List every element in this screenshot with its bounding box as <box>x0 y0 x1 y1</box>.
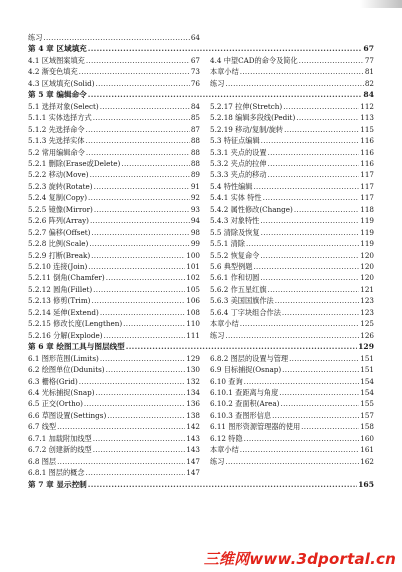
toc-entry-row[interactable] <box>210 251 374 260</box>
toc-page-number: 126 <box>360 330 374 340</box>
toc-entry-row[interactable] <box>210 308 374 317</box>
toc-entry-row[interactable] <box>210 273 374 282</box>
toc-entry-label: 6.8.2 图层的设置与管理 <box>210 353 289 363</box>
toc-entry-row[interactable] <box>210 56 374 65</box>
dot-leader <box>294 205 359 214</box>
toc-entry-label: 5.4.1 实体 特性 <box>210 193 262 203</box>
dot-leader <box>260 273 359 282</box>
dot-leader <box>289 354 359 363</box>
toc-page-number: 160 <box>360 433 374 443</box>
watermark-logo: 三维网www.3dportal.cn <box>203 550 396 568</box>
toc-page-number: 151 <box>360 353 374 363</box>
toc-entry-label: 5.2.10 连接(Join) <box>28 262 88 271</box>
toc-entry-label: 5.5.1 清除 <box>210 239 245 249</box>
toc-entry-label: 5.3 特征点编辑 <box>210 136 260 146</box>
toc-entry-label: 5.4.2 属性修改(Change) <box>210 204 293 214</box>
toc-entry-row[interactable] <box>28 33 200 42</box>
toc-entry-label: 5.3.2 夹点的拉伸 <box>210 158 267 168</box>
dot-leader <box>88 480 357 489</box>
dot-leader <box>88 193 190 202</box>
toc-page-number: 151 <box>360 365 374 375</box>
dot-leader <box>57 457 185 466</box>
toc-entry-row[interactable] <box>28 331 200 340</box>
dot-leader <box>284 125 359 134</box>
toc-entry-row[interactable] <box>28 422 200 431</box>
toc-entry-label: 5.2.7 偏移(Offset) <box>28 227 91 237</box>
toc-entry-label: 6.10.2 查面积(Area) <box>210 399 280 409</box>
dot-leader <box>263 193 360 202</box>
toc-entry-label: 6.6 草图设置(Settings) <box>28 410 107 420</box>
dot-leader <box>106 365 186 374</box>
dot-leader <box>225 331 359 340</box>
toc-entry-row[interactable] <box>28 67 200 76</box>
toc-page-number: 106 <box>186 296 200 306</box>
toc-entry-row[interactable] <box>210 377 374 386</box>
toc-entry-row[interactable] <box>210 170 374 179</box>
toc-entry-row[interactable] <box>28 216 200 225</box>
toc-entry-row[interactable] <box>210 67 374 76</box>
dot-leader <box>100 354 185 363</box>
toc-entry-label: 5.4 特性编辑 <box>210 181 253 191</box>
dot-leader <box>268 285 360 294</box>
dot-leader <box>261 136 360 145</box>
toc-entry-row[interactable] <box>28 251 200 260</box>
chapter-heading-row[interactable] <box>28 90 374 99</box>
toc-page-number: 76 <box>190 78 200 88</box>
toc-entry-label: 6.3 栅格(Grid) <box>28 376 78 386</box>
toc-page-number: 92 <box>190 193 200 203</box>
toc-entry-label: 本章小结 <box>210 445 239 455</box>
toc-page-number: 82 <box>364 78 374 88</box>
toc-entry-row[interactable] <box>28 354 200 363</box>
dot-leader <box>90 216 190 225</box>
dot-leader <box>57 422 185 431</box>
toc-entry-row[interactable] <box>210 182 374 191</box>
dot-leader <box>86 136 190 145</box>
dot-leader <box>275 296 360 305</box>
toc-entry-row[interactable] <box>210 125 374 134</box>
toc-entry-label: 5.2.8 比例(Scale) <box>28 239 89 249</box>
toc-page-number: 100 <box>186 250 200 260</box>
toc-entry-row[interactable] <box>28 205 200 214</box>
toc-page-number: 154 <box>360 376 374 386</box>
dot-leader <box>89 239 190 248</box>
toc-entry-row[interactable] <box>210 285 374 294</box>
toc-entry-row[interactable] <box>28 113 200 122</box>
dot-leader <box>268 159 360 168</box>
toc-entry-row[interactable] <box>28 285 200 294</box>
dot-leader <box>121 159 189 168</box>
toc-page-number: 123 <box>360 307 374 317</box>
dot-leader <box>91 228 189 237</box>
toc-page-number: 118 <box>360 204 374 214</box>
toc-entry-label: 第 4 章 区域填充 <box>28 44 87 54</box>
toc-page-number: 157 <box>360 410 374 420</box>
dot-leader <box>244 377 360 386</box>
dot-leader <box>79 377 186 386</box>
toc-entry-label: 5.1.1 实体选择方式 <box>28 113 92 123</box>
toc-entry-label: 6.5 正交(Ortho) <box>28 399 83 409</box>
toc-entry-row[interactable] <box>210 422 374 431</box>
toc-entry-label: 6.10.1 查距离与角度 <box>210 387 279 397</box>
toc-entry-row[interactable] <box>210 354 374 363</box>
toc-entry-label: 5.2.3 旋转(Rotate) <box>28 181 93 191</box>
toc-entry-row[interactable] <box>28 136 200 145</box>
toc-entry-row[interactable] <box>28 365 200 374</box>
toc-entry-row[interactable] <box>210 434 374 443</box>
toc-entry-label: 4.4 中望CAD的命令及简化 <box>210 55 298 65</box>
toc-entry-label: 5.1 选择对象(Select) <box>28 101 99 111</box>
toc-entry-row[interactable] <box>210 331 374 340</box>
toc-page-number: 67 <box>363 44 374 54</box>
dot-leader <box>280 399 359 408</box>
toc-entry-row[interactable] <box>210 445 374 454</box>
toc-page-number: 142 <box>186 422 200 432</box>
toc-entry-label: 5.2.2 移动(Move) <box>28 170 89 180</box>
toc-entry-label: 6.7.1 加载附加线型 <box>28 433 92 443</box>
toc-page-number: 136 <box>186 399 200 409</box>
toc-entry-label: 5.2.5 镜像(Mirror) <box>28 204 93 214</box>
dot-leader <box>106 273 186 282</box>
toc-page-number: 119 <box>360 227 374 237</box>
dot-leader <box>90 170 190 179</box>
toc-entry-label: 5.4.3 对象特性 <box>210 216 260 226</box>
toc-entry-row[interactable] <box>210 262 374 271</box>
toc-entry-row[interactable] <box>28 388 200 397</box>
dot-leader <box>107 411 185 420</box>
toc-entry-row[interactable] <box>210 136 374 145</box>
toc-page-number: 91 <box>190 181 200 191</box>
toc-entry-row[interactable] <box>28 262 200 271</box>
toc-entry-row[interactable] <box>210 102 374 111</box>
dot-leader <box>268 170 360 179</box>
toc-entry-row[interactable] <box>210 148 374 157</box>
toc-page-number: 117 <box>360 170 374 180</box>
toc-entry-label: 5.2.19 移动/复制/旋转 <box>210 124 284 134</box>
toc-page-number: 125 <box>360 319 374 329</box>
dot-leader <box>244 434 360 443</box>
toc-entry-row[interactable] <box>210 216 374 225</box>
toc-entry-label: 6.11 图形资源管理器的使用 <box>210 422 301 432</box>
toc-page-number: 138 <box>186 410 200 420</box>
toc-entry-row[interactable] <box>28 170 200 179</box>
chapter-heading-row[interactable] <box>28 342 374 351</box>
toc-page-number: 108 <box>186 307 200 317</box>
toc-entry-row[interactable] <box>210 411 374 420</box>
toc-entry-row[interactable] <box>210 159 374 168</box>
toc-entry-label: 5.6.2 作五星红旗 <box>210 284 267 294</box>
toc-entry-label: 5.2.16 分解(Explode) <box>28 330 103 340</box>
toc-entry-row[interactable] <box>28 125 200 134</box>
dot-leader <box>100 308 185 317</box>
toc-entry-row[interactable] <box>28 102 200 111</box>
toc-entry-label: 练习 <box>210 78 225 88</box>
toc-page-number: 99 <box>190 239 200 249</box>
toc-entry-label: 5.6.1 作和切圆 <box>210 273 260 283</box>
dot-leader <box>283 102 359 111</box>
toc-entry-label: 练习 <box>210 330 225 340</box>
toc-page-number: 87 <box>190 124 200 134</box>
toc-entry-row[interactable] <box>28 434 200 443</box>
toc-page-number: 89 <box>190 170 200 180</box>
toc-entry-row[interactable] <box>210 113 374 122</box>
toc-entry-label: 4.2 渐变色填充 <box>28 67 78 77</box>
toc-entry-label: 5.3.3 夹点的移动 <box>210 170 267 180</box>
toc-entry-label: 5.6.4 丁字块组合作法 <box>210 307 281 317</box>
toc-entry-row[interactable] <box>28 79 200 88</box>
toc-entry-row[interactable] <box>210 388 374 397</box>
toc-page-number: 84 <box>190 101 200 111</box>
toc-entry-row[interactable] <box>210 319 374 328</box>
toc-entry-label: 第 7 章 显示控制 <box>28 479 87 489</box>
toc-page-number: 116 <box>360 147 374 157</box>
dot-leader <box>253 262 359 271</box>
dot-leader <box>296 113 359 122</box>
dot-leader <box>96 388 186 397</box>
dot-leader <box>253 182 359 191</box>
toc-entry-label: 6.8.1 图层的概念 <box>28 468 85 478</box>
toc-page-number: 81 <box>364 67 374 77</box>
toc-entry-row[interactable] <box>28 377 200 386</box>
toc-entry-label: 4.3 区域填充(Solid) <box>28 78 95 88</box>
toc-entry-row[interactable] <box>28 228 200 237</box>
dot-leader <box>93 113 190 122</box>
toc-entry-label: 5.1.2 先选择命令 <box>28 124 85 134</box>
dot-leader <box>123 319 185 328</box>
toc-page-number: 115 <box>360 124 374 134</box>
toc-entry-row[interactable] <box>210 457 374 466</box>
toc-page-number: 112 <box>360 101 374 111</box>
toc-page-number: 130 <box>186 365 200 375</box>
toc-entry-row[interactable] <box>28 182 200 191</box>
toc-page-number: 165 <box>358 479 374 489</box>
dot-leader <box>88 90 363 99</box>
toc-entry-row[interactable] <box>210 79 374 88</box>
toc-entry-label: 6.12 特隐 <box>210 433 243 443</box>
dot-leader <box>260 251 359 260</box>
dot-leader <box>261 228 360 237</box>
toc-entry-label: 第 6 章 绘图工具与图层线型 <box>28 342 125 352</box>
toc-page-number: 147 <box>186 468 200 478</box>
toc-page-number: 120 <box>360 250 374 260</box>
toc-entry-label: 6.2 绘图单位(Ddunits) <box>28 365 105 375</box>
dot-leader <box>93 434 186 443</box>
dot-leader <box>225 457 359 466</box>
toc-entry-row[interactable] <box>28 56 200 65</box>
toc-entry-label: 6.7 线型 <box>28 422 57 432</box>
toc-entry-label: 5.2.17 拉伸(Stretch) <box>210 101 283 111</box>
toc-page-number: 132 <box>186 376 200 386</box>
toc-entry-row[interactable] <box>28 273 200 282</box>
dot-leader <box>91 251 185 260</box>
toc-entry-row[interactable] <box>28 411 200 420</box>
toc-page-number: 101 <box>186 262 200 271</box>
toc-page-number: 88 <box>190 136 200 146</box>
toc-entry-label: 6.4 光标捕捉(Snap) <box>28 387 95 397</box>
toc-page-number: 67 <box>190 55 200 65</box>
toc-entry-label: 5.2.13 修剪(Trim) <box>28 296 91 306</box>
toc-entry-label: 6.10 查询 <box>210 376 243 386</box>
toc-entry-row[interactable] <box>28 445 200 454</box>
toc-page-number: 98 <box>190 227 200 237</box>
toc-entry-label: 5.1.3 先选择实体 <box>28 136 85 146</box>
toc-page-number: 143 <box>186 445 200 455</box>
dot-leader <box>240 67 364 76</box>
dot-leader <box>299 56 364 65</box>
dot-leader <box>225 79 363 88</box>
page-corner-shade <box>360 0 402 8</box>
toc-page-number: 77 <box>364 55 374 65</box>
dot-leader <box>94 205 190 214</box>
dot-leader <box>301 422 359 431</box>
toc-entry-label: 6.9 目标捕捉(Osnap) <box>210 365 282 375</box>
toc-entry-label: 本章小结 <box>210 67 239 77</box>
toc-entry-label: 5.2.18 编辑多段线(Pedit) <box>210 113 296 123</box>
toc-page-number: 117 <box>360 193 374 203</box>
toc-entry-label: 5.2.12 圆角(Fillet) <box>28 284 93 294</box>
dot-leader <box>43 33 189 42</box>
chapter-heading-row[interactable] <box>28 44 374 53</box>
dot-leader <box>86 468 186 477</box>
toc-page-number: 85 <box>190 113 200 123</box>
toc-entry-label: 5.2.9 打断(Break) <box>28 250 91 260</box>
toc-page-number: 143 <box>186 433 200 443</box>
dot-leader <box>240 319 360 328</box>
toc-page-number: 119 <box>360 216 374 226</box>
dot-leader <box>86 148 190 157</box>
toc-entry-label: 6.7.2 创建新的线型 <box>28 445 92 455</box>
dot-leader <box>94 182 190 191</box>
dot-leader <box>104 331 186 340</box>
dot-leader <box>126 342 357 351</box>
dot-leader <box>96 79 190 88</box>
toc-page-number: 64 <box>190 33 200 42</box>
toc-entry-label: 5.2.6 阵列(Array) <box>28 216 89 226</box>
dot-leader <box>91 296 185 305</box>
toc-entry-row[interactable] <box>210 228 374 237</box>
toc-page-number: 117 <box>360 181 374 191</box>
toc-entry-row[interactable] <box>28 159 200 168</box>
toc-page-number: 161 <box>360 445 374 455</box>
toc-page-number: 121 <box>360 284 374 294</box>
toc-entry-row[interactable] <box>28 319 200 328</box>
toc-entry-label: 5.6 典型例题 <box>210 262 253 271</box>
dot-leader <box>86 56 190 65</box>
toc-page-number: 84 <box>363 90 374 100</box>
dot-leader <box>93 445 186 454</box>
dot-leader <box>88 262 185 271</box>
toc-entry-label: 4.1 区域图案填充 <box>28 55 85 65</box>
toc-page-number: 116 <box>360 136 374 146</box>
toc-page-number: 147 <box>186 456 200 466</box>
chapter-heading-row[interactable] <box>28 480 374 489</box>
toc-entry-label: 第 5 章 编辑命令 <box>28 90 87 100</box>
toc-entry-label: 本章小结 <box>210 319 239 329</box>
toc-entry-label: 5.5 清除及恢复 <box>210 227 260 237</box>
toc-page-number: 154 <box>360 387 374 397</box>
toc-entry-label: 6.10.3 查图形信息 <box>210 410 272 420</box>
toc-entry-row[interactable] <box>28 193 200 202</box>
toc-page-number: 129 <box>186 353 200 363</box>
toc-page-number: 88 <box>190 147 200 157</box>
toc-page-number: 88 <box>190 158 200 168</box>
toc-entry-label: 练习 <box>210 456 225 466</box>
toc-page-number: 111 <box>186 330 200 340</box>
toc-entry-label: 5.3.1 夹点的设置 <box>210 147 267 157</box>
toc-entry-label: 5.2.14 延伸(Extend) <box>28 307 99 317</box>
toc-page-number: 73 <box>190 67 200 77</box>
toc-entry-label: 6.1 图形范围(Limits) <box>28 353 99 363</box>
toc-entry-row[interactable] <box>28 399 200 408</box>
dot-leader <box>86 125 190 134</box>
dot-leader <box>272 411 359 420</box>
toc-entry-row[interactable] <box>210 399 374 408</box>
toc-entry-label: 5.2.1 删除(Erase或Delete) <box>28 158 121 168</box>
dot-leader <box>93 285 185 294</box>
dot-leader <box>246 239 359 248</box>
toc-entry-label: 5.5.2 恢复命令 <box>210 250 260 260</box>
toc-entry-row[interactable] <box>210 193 374 202</box>
toc-page-number: 155 <box>360 399 374 409</box>
dot-leader <box>240 445 360 454</box>
dot-leader <box>79 67 190 76</box>
toc-entry-row[interactable] <box>210 239 374 248</box>
dot-leader <box>268 148 360 157</box>
toc-entry-row[interactable] <box>210 205 374 214</box>
toc-page-number: 162 <box>360 456 374 466</box>
dot-leader <box>88 44 363 53</box>
toc-page-number: 119 <box>360 239 374 249</box>
toc-entry-row[interactable] <box>28 468 200 477</box>
toc-page-number: 123 <box>360 296 374 306</box>
toc-page-number: 120 <box>360 262 374 271</box>
toc-entry-row[interactable] <box>210 296 374 305</box>
toc-entry-row[interactable] <box>28 457 200 466</box>
toc-entry-row[interactable] <box>28 148 200 157</box>
toc-page-number: 94 <box>190 216 200 226</box>
toc-entry-label: 5.2.15 修改长度(Lengthen) <box>28 319 123 329</box>
toc-page-number: 105 <box>186 284 200 294</box>
toc-entry-label: 5.2.4 复制(Copy) <box>28 193 88 203</box>
toc-page-number: 120 <box>360 273 374 283</box>
toc-page-number: 158 <box>360 422 374 432</box>
dot-leader <box>279 388 359 397</box>
toc-entry-row[interactable] <box>28 308 200 317</box>
toc-page-number: 129 <box>358 342 374 352</box>
toc-entry-label: 练习 <box>28 33 43 42</box>
dot-leader <box>260 216 359 225</box>
toc-page-number: 93 <box>190 204 200 214</box>
toc-entry-label: 6.8 图层 <box>28 456 57 466</box>
toc-entry-label: 5.2 常用编辑命令 <box>28 147 85 157</box>
toc-entry-label: 5.6.3 美国国旗作法 <box>210 296 274 306</box>
toc-page-number: 113 <box>360 113 374 123</box>
dot-leader <box>282 308 359 317</box>
toc-entry-row[interactable] <box>28 296 200 305</box>
toc-entry-row[interactable] <box>28 239 200 248</box>
toc-page-number: 102 <box>186 273 200 283</box>
dot-leader <box>84 399 185 408</box>
toc-page-number: 134 <box>186 387 200 397</box>
dot-leader <box>100 102 190 111</box>
toc-entry-row[interactable] <box>210 365 374 374</box>
toc-entry-label: 5.2.11 倒角(Chamfer) <box>28 273 105 283</box>
toc-page-number: 110 <box>186 319 200 329</box>
toc-page-number: 116 <box>360 158 374 168</box>
dot-leader <box>282 365 359 374</box>
